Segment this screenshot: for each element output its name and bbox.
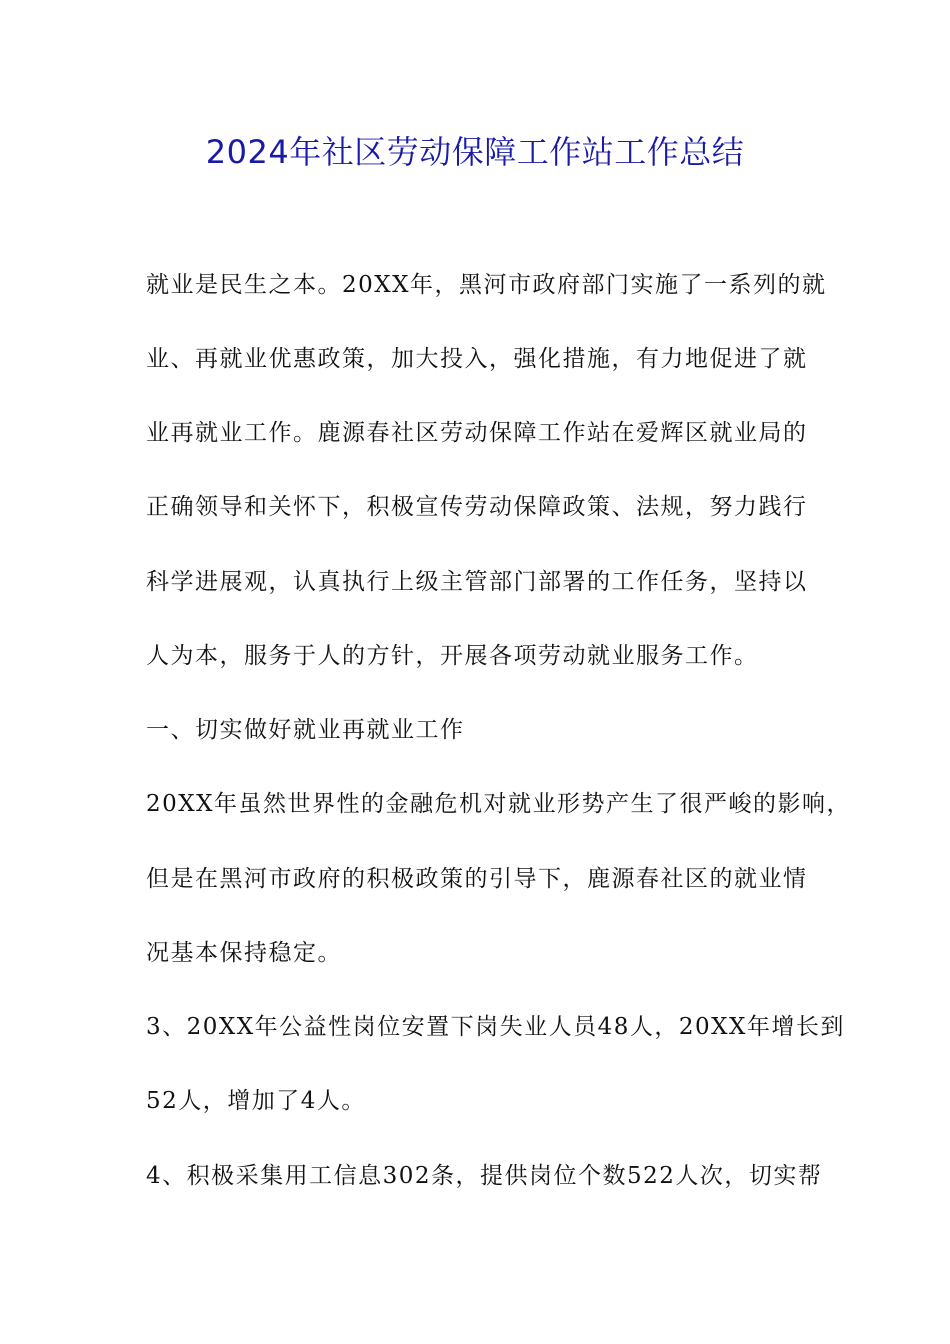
document-title: 2024年社区劳动保障工作站工作总结 [205, 133, 745, 171]
list-item-line: 3、20XX年公益性岗位安置下岗失业人员48人，20XX年增长到 [146, 1014, 845, 1040]
paragraph-line: 业、再就业优惠政策，加大投入，强化措施，有力地促进了就 [146, 346, 808, 372]
paragraph-line: 但是在黑河市政府的积极政策的引导下，鹿源春社区的就业情 [146, 866, 808, 892]
paragraph-line: 20XX年虽然世界性的金融危机对就业形势产生了很严峻的影响， [146, 791, 852, 817]
list-item-line: 52人，增加了4人。 [146, 1088, 366, 1114]
paragraph-line: 正确领导和关怀下，积极宣传劳动保障政策、法规，努力践行 [146, 494, 808, 520]
section-heading: 一、切实做好就业再就业工作 [146, 717, 465, 743]
paragraph-line: 业再就业工作。鹿源春社区劳动保障工作站在爱辉区就业局的 [146, 420, 808, 446]
paragraph-line: 人为本，服务于人的方针，开展各项劳动就业服务工作。 [146, 643, 759, 669]
paragraph-line: 况基本保持稳定。 [146, 940, 342, 966]
paragraph-line: 就业是民生之本。20XX年，黑河市政府部门实施了一系列的就 [146, 272, 827, 298]
list-item-line: 4、积极采集用工信息302条，提供岗位个数522人次，切实帮 [146, 1163, 823, 1189]
paragraph-line: 科学进展观，认真执行上级主管部门部署的工作任务，坚持以 [146, 569, 808, 595]
